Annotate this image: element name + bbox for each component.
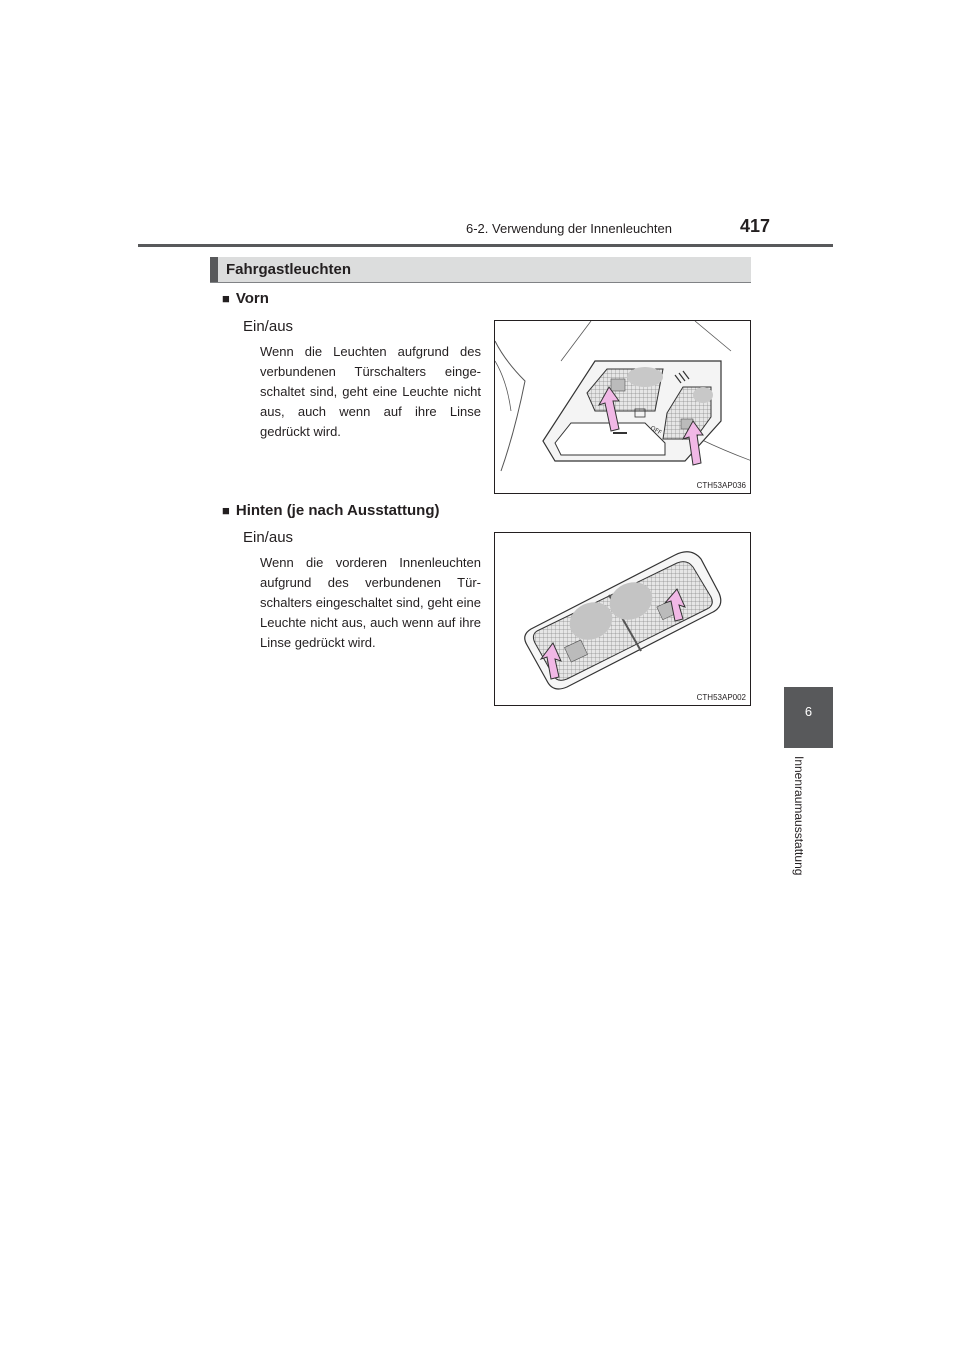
- block-heading-rear: [222, 502, 439, 519]
- header-rule: [138, 244, 833, 247]
- front-lights-illustration: [495, 321, 751, 494]
- bullet-square-icon: ■: [222, 291, 230, 306]
- section-heading-bar: [210, 257, 751, 282]
- block-text-front: Wenn die Leuchten aufgrund des verbundenen Türschalters einge-schaltet sind, geht eine Leuchte nicht aus, auch wenn auf ihre Linse gedrückt wird.: [260, 344, 481, 439]
- figure-front-lights: [494, 320, 751, 494]
- figure-code-rear: CTH53AP002: [696, 693, 746, 702]
- page-number: 417: [740, 216, 771, 236]
- block-heading-front: [222, 290, 269, 307]
- block-text-rear: Wenn die vorderen Innenleuchten aufgrund des verbundenen Tür-schalters eingeschaltet sind, geht eine Leuchte nicht aus, auch wenn auf ihre Linse gedrückt wird.: [260, 555, 481, 650]
- block-subheading-rear: Ein/aus: [243, 529, 294, 546]
- block-heading-label: Vorn: [235, 290, 269, 307]
- header-section-title: 6-2. Verwendung der Innenleuchten: [466, 221, 672, 236]
- section-heading-accent: [210, 257, 218, 282]
- figure-rear-lights: [494, 532, 751, 706]
- section-title: Fahrgastleuchten: [226, 261, 352, 278]
- figure-code-front: CTH53AP036: [696, 481, 746, 490]
- rear-lights-illustration: [495, 533, 751, 706]
- section-underline: [210, 282, 751, 283]
- figure-switch-label: OFF: [649, 424, 663, 437]
- bullet-square-icon: ■: [222, 503, 230, 518]
- block-subheading-front: Ein/aus: [243, 318, 294, 335]
- chapter-label: Innenraumausstattung: [792, 756, 806, 876]
- block-heading-label: Hinten (je nach Ausstattung): [235, 502, 440, 519]
- chapter-number: 6: [804, 704, 813, 719]
